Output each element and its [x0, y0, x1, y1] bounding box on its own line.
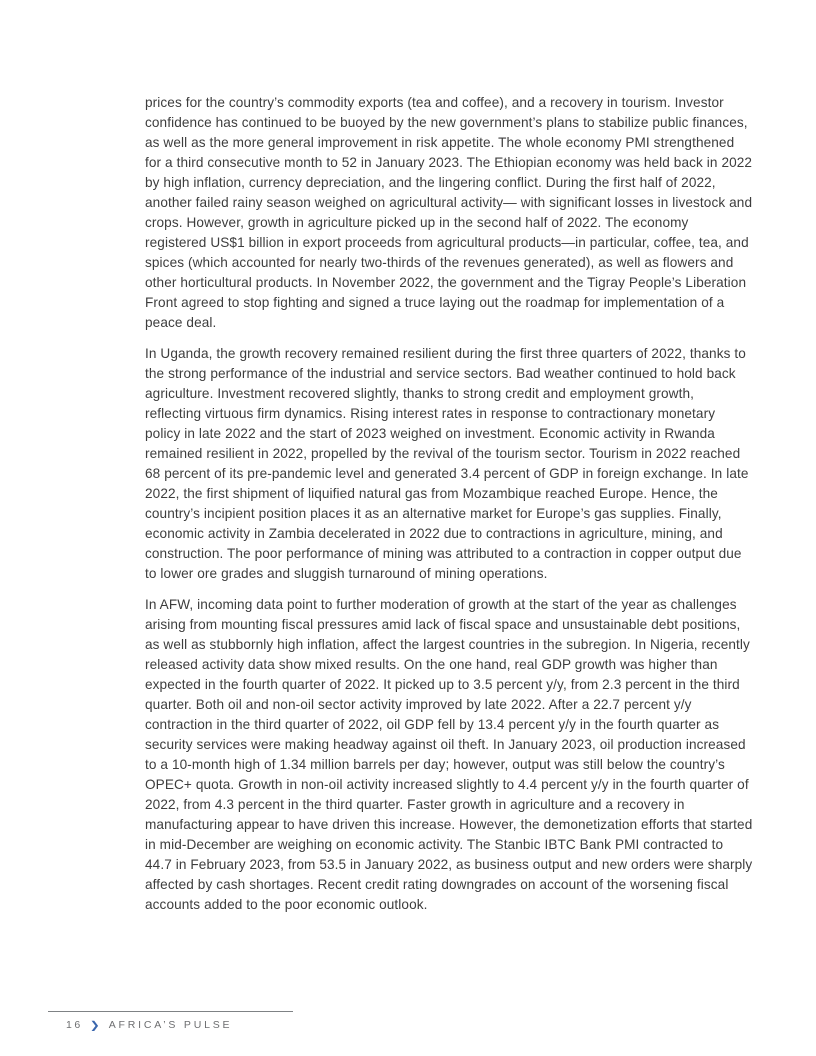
paragraph-uganda-rwanda-mozambique-zambia: In Uganda, the growth recovery remained resilient during the first three quarters of 2022, thanks to the strong performance of the industrial and service sectors. Bad weather continued to hold back agriculture. Investment recovered slightly, thanks to strong credit and employment growth, reflecting virtuous firm dynamics. Rising interest rates in response to contractionary monetary policy in late 2022 and the start of 2023 weighed on investment. Economic activity in Rwanda remained resilient in 2022, propelled by the revival of the tourism sector. Tourism in 2022 reached 68 percent of its pre-pandemic level and generated 3.4 percent of GDP in foreign exchange. In late 2022, the first shipment of liquified natural gas from Mozambique reached Europe. Hence, the country’s incipient position places it as an alternative market for Europe’s gas supplies. Finally, economic activity in Zambia decelerated in 2022 due to contractions in agriculture, mining, and construction. The poor performance of mining was attributed to a contraction in copper output due to lower ore grades and sluggish turnaround of mining operations.	[145, 346, 749, 581]
paragraph-kenya-ethiopia: prices for the country’s commodity exports (tea and coffee), and a recovery in tourism. Investor confidence has continued to be buoyed by the new government’s plans to stabilize public finances, as well as the more general improvement in risk appetite. The whole economy PMI strengthened for a third consecutive month to 52 in January 2023. The Ethiopian economy was held back in 2022 by high inflation, currency depreciation, and the lingering conflict. During the first half of 2022, another failed rainy season weighed on agricultural activity— with significant losses in livestock and crops. However, growth in agriculture picked up in the second half of 2022. The economy registered US$1 billion in export proceeds from agricultural products—in particular, coffee, tea, and spices (which accounted for nearly two-thirds of the revenues generated), as well as flowers and other horticultural products. In November 2022, the government and the Tigray People’s Liberation Front agreed to stop fighting and signed a truce laying out the roadmap for implementation of a peace deal.	[145, 95, 753, 330]
page-footer	[48, 1011, 293, 1032]
page-number: 16	[66, 1019, 83, 1031]
footer-divider	[48, 1011, 293, 1012]
chevron-right-icon: ❯	[89, 1019, 100, 1031]
footer-row	[66, 1018, 293, 1032]
paragraph-afw-nigeria: In AFW, incoming data point to further moderation of growth at the start of the year as challenges arising from mounting fiscal pressures amid lack of fiscal space and unsustainable debt positions, as well as stubbornly high inflation, affect the largest countries in the subregion. In Nigeria, recently released activity data show mixed results. On the one hand, real GDP growth was higher than expected in the fourth quarter of 2022. It picked up to 3.5 percent y/y, from 2.3 percent in the third quarter. Both oil and non-oil sector activity improved by late 2022. After a 22.7 percent y/y contraction in the third quarter of 2022, oil GDP fell by 13.4 percent y/y in the fourth quarter as security services were making headway against oil theft. In January 2023, oil production increased to a 10-month high of 1.34 million barrels per day; however, output was still below the country’s OPEC+ quota. Growth in non-oil activity increased slightly to 4.4 percent y/y in the fourth quarter of 2022, from 4.3 percent in the third quarter. Faster growth in agriculture and a recovery in manufacturing appear to have driven this increase. However, the demonetization efforts that started in mid-December are weighing on economic activity. The Stanbic IBTC Bank PMI contracted to 44.7 in February 2023, from 53.5 in January 2022, as business output and new orders were sharply affected by cash shortages. Recent credit rating downgrades on account of the worsening fiscal accounts added to the poor economic outlook.	[145, 597, 753, 912]
body-text-block	[145, 93, 753, 915]
publication-title: AFRICA’S PULSE	[108, 1019, 233, 1031]
